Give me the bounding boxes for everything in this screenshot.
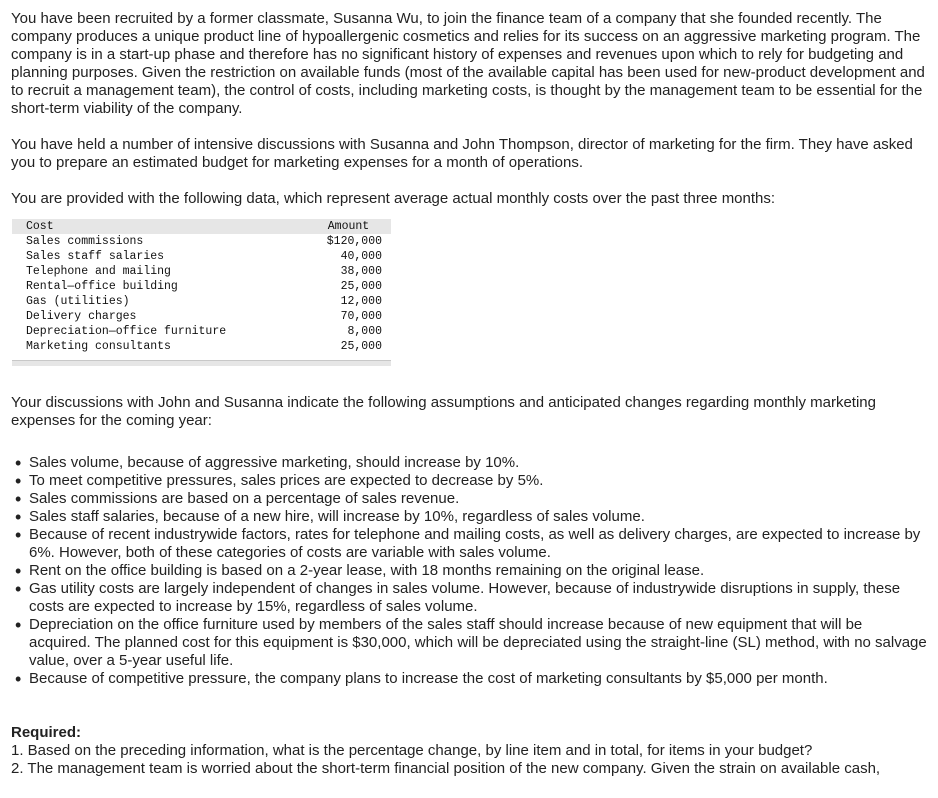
table-row xyxy=(12,249,391,264)
amount-cell: 70,000 xyxy=(340,310,382,323)
required-item-1: 1. Based on the preceding information, what is the percentage change, by line item and in total, for items in your budget? xyxy=(11,742,813,759)
cost-table xyxy=(12,219,391,354)
amount-cell: 40,000 xyxy=(340,250,382,263)
amount-cell: 25,000 xyxy=(340,280,382,293)
amount-cell: 38,000 xyxy=(340,265,382,278)
required-section xyxy=(11,724,928,778)
cost-cell: Telephone and mailing xyxy=(26,265,171,278)
required-item-2: 2. The management team is worried about the short-term financial position of the new company. Given the strain on available cash, xyxy=(11,760,881,777)
cost-table-container xyxy=(12,219,391,366)
list-item: • Rent on the office building is based on a 2-year lease, with 18 months remaining on the original lease. xyxy=(29,562,928,580)
table-row xyxy=(12,279,391,294)
cost-column-header: Cost xyxy=(12,219,296,234)
list-item: • To meet competitive pressures, sales prices are expected to decrease by 5%. xyxy=(29,472,928,490)
cost-cell: Marketing consultants xyxy=(26,340,171,353)
list-item: • Sales staff salaries, because of a new hire, will increase by 10%, regardless of sales volume. xyxy=(29,508,928,526)
required-title: Required: xyxy=(11,724,82,741)
cost-cell: Gas (utilities) xyxy=(26,295,130,308)
table-row xyxy=(12,294,391,309)
cost-cell: Rental—office building xyxy=(26,280,178,293)
table-row xyxy=(12,234,391,249)
intro-paragraph-1: You have been recruited by a former classmate, Susanna Wu, to join the finance team of a company that she founded recently. The company produces a unique product line of hypoallergenic cosmetics and relies for its success on an aggressive marketing program. The company is in a start-up phase and therefore has no significant history of expenses and revenues upon which to rely for budgeting and planning purposes. Given the restriction on available funds (most of the available capital has been used for new-product development and to recruit a management team), the control of costs, including marketing costs, is thought by the management team to be essential for the short-term viability of the company. xyxy=(11,10,925,117)
table-scrollbar-track xyxy=(12,360,391,366)
list-item: • Depreciation on the office furniture used by members of the sales staff should increase because of new equipment that will be acquired. The planned cost for this equipment is $30,000, which will be depreciated using the straight-line (SL) method, with no salvage value, over a 5-year useful life. xyxy=(29,616,928,670)
cost-cell: Delivery charges xyxy=(26,310,137,323)
amount-cell: 8,000 xyxy=(347,325,382,338)
list-item: • Gas utility costs are largely independent of changes in sales volume. However, because of industrywide disruptions in supply, these costs are expected to increase by 15%, regardless of sales volume. xyxy=(29,580,928,616)
table-row xyxy=(12,324,391,339)
table-row xyxy=(12,264,391,279)
table-row xyxy=(12,309,391,324)
list-item: • Sales commissions are based on a percentage of sales revenue. xyxy=(29,490,928,508)
amount-cell: $120,000 xyxy=(326,235,382,248)
table-row xyxy=(12,339,391,354)
assumptions-intro: Your discussions with John and Susanna indicate the following assumptions and anticipated changes regarding monthly marketing expenses for the coming year: xyxy=(11,394,876,429)
list-item: • Sales volume, because of aggressive marketing, should increase by 10%. xyxy=(29,454,928,472)
cost-table-header xyxy=(12,219,391,234)
amount-cell: 12,000 xyxy=(340,295,382,308)
intro-paragraph-3: You are provided with the following data, which represent average actual monthly costs over the past three months: xyxy=(11,190,776,207)
cost-cell: Sales commissions xyxy=(26,235,144,248)
amount-column-header: Amount xyxy=(296,219,391,234)
cost-cell: Sales staff salaries xyxy=(26,250,165,263)
assumptions-list xyxy=(11,454,928,688)
intro-paragraph-2: You have held a number of intensive discussions with Susanna and John Thompson, director of marketing for the firm. They have asked you to prepare an estimated budget for marketing expenses for a month of operations. xyxy=(11,136,913,171)
list-item: • Because of competitive pressure, the company plans to increase the cost of marketing consultants by $5,000 per month. xyxy=(29,670,928,688)
cost-cell: Depreciation—office furniture xyxy=(26,325,227,338)
amount-cell: 25,000 xyxy=(340,340,382,353)
list-item: • Because of recent industrywide factors, rates for telephone and mailing costs, as well as delivery charges, are expected to increase by 6%. However, both of these categories of costs are variable with sales volume. xyxy=(29,526,928,562)
